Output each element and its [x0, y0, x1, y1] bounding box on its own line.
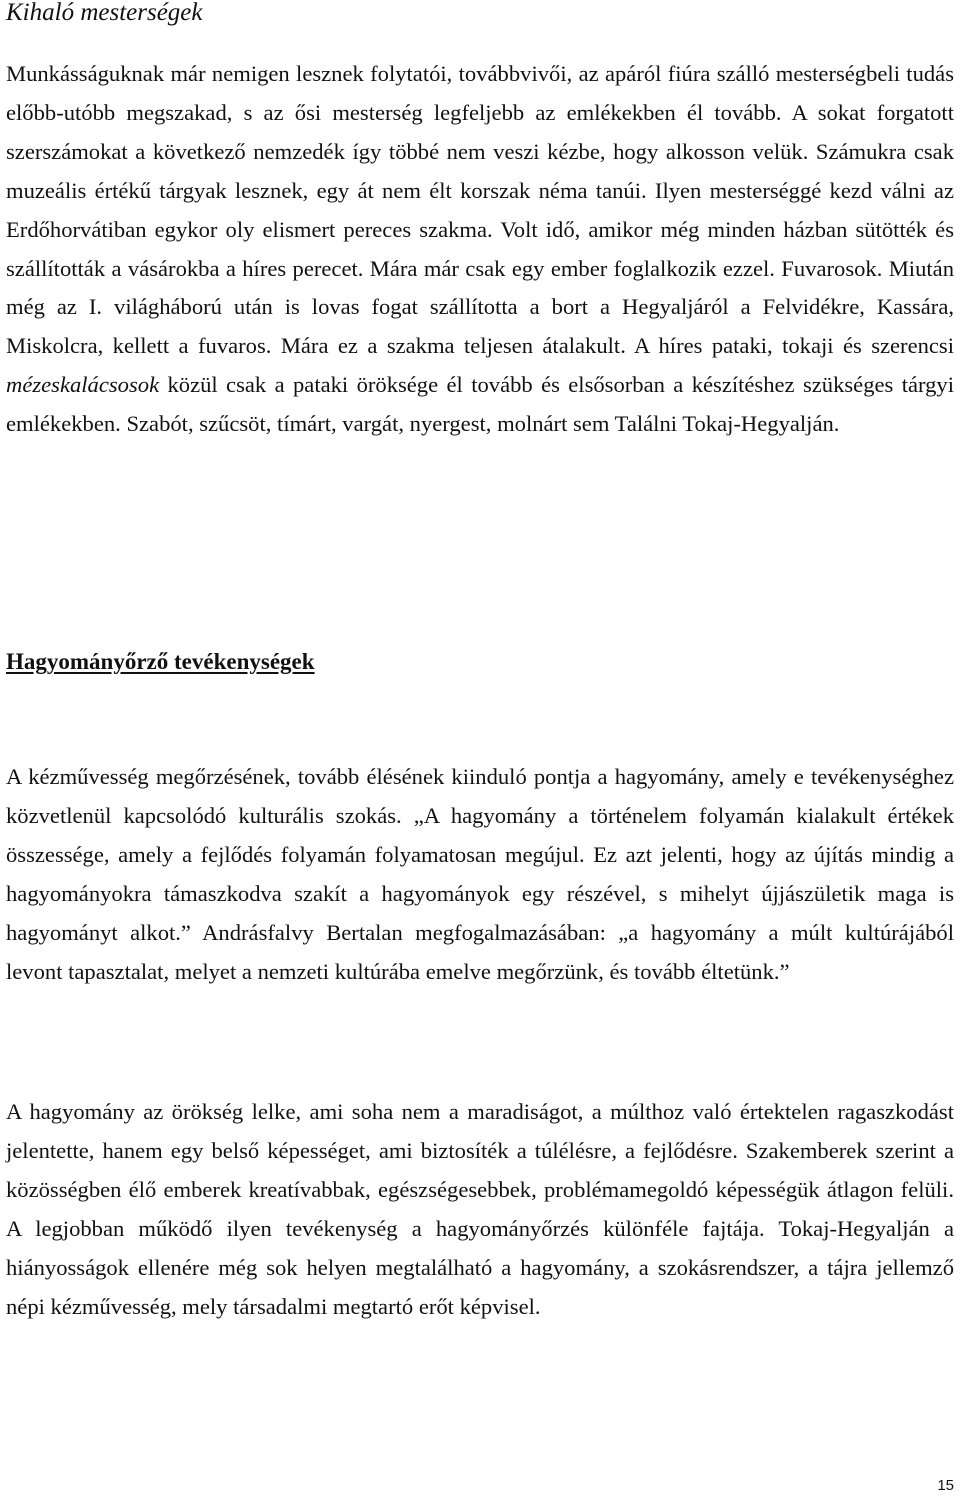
section-heading: Hagyományőrző tevékenységek — [6, 649, 315, 674]
paragraph-heritage: A hagyomány az örökség lelke, ami soha nem a maradiságot, a múlthoz való értektelen ragaszkodást jelentette, hanem egy belső képességet, ami biztosíték a túlélésre, a fejlődésre. Szakemberek szerint a közösségben élő emberek kreatívabbak, egészségesebbek, problémamegoldó képességük átlagon felüli. A legjobban működő ilyen tevékenység a hagyományőrzés különféle fajtája. Tokaj-Hegyalján a hiányosságok ellenére még sok helyen megtalálható a hagyomány, a szokásrendszer, a tájra jellemző népi kézművesség, mely társadalmi megtartó erőt képvisel. — [6, 1099, 954, 1319]
page-number: 15 — [937, 1477, 954, 1494]
section-title: Kihaló mesterségek — [6, 0, 203, 26]
paragraph-crafts-text-1: Munkásságuknak már nemigen lesznek folytatói, továbbvivői, az apáról fiúra szálló mesterségbeli tudás előbb-utóbb megszakad, s az ősi mesterség legfeljebb az emlékekben él tovább. A sokat forgatott szerszámokat a következő nemzedék így többé nem veszi kézbe, hogy alkosson velük. Számukra csak muzeális értékű tárgyak lesznek, egy át nem élt korszak néma tanúi. Ilyen mesterséggé kezd válni az Erdőhorvátiban egykor oly elismert pereces szakma. Volt idő, amikor még minden házban sütötték és szállították a vásárokba a híres perecet. Mára már csak egy ember foglalkozik ezzel. Fuvarosok. Miután még az I. világháború után is lovas fogat szállította a bort a Hegyaljáról a Felvidékre, Kassára, Miskolcra, kellett a fuvaros. Mára ez a szakma teljesen átalakult. A híres pataki, tokaji és szerencsi — [6, 61, 954, 359]
paragraph-tradition: A kézművesség megőrzésének, tovább élésének kiinduló pontja a hagyomány, amely e tevékenységhez közvetlenül kapcsolódó kulturális szokás. „A hagyomány a történelem folyamán kialakult értékek összessége, amely a fejlődés folyamán folyamatosan megújul. Ez azt jelenti, hogy az újítás mindig a hagyományokra támaszkodva szakít a hagyományok egy részével, s mihelyt újjászületik maga is hagyományt alkot.” Andrásfalvy Bertalan megfogalmazásában: „a hagyomány a múlt kultúrájából levont tapasztalat, melyet a nemzeti kultúrába emelve megőrzünk, és tovább éltetünk.” — [6, 764, 954, 984]
emphasized-term: mézeskalácsosok — [6, 372, 160, 398]
paragraph-crafts-text-2: közül csak a pataki öröksége él tovább és elsősorban a készítéshez szükséges tárgyi emlékekben. Szabót, szűcsöt, tímárt, vargát, nyergest, molnárt sem Találni Tokaj-Hegyalján. — [6, 372, 954, 437]
paragraph-crafts — [6, 55, 954, 444]
